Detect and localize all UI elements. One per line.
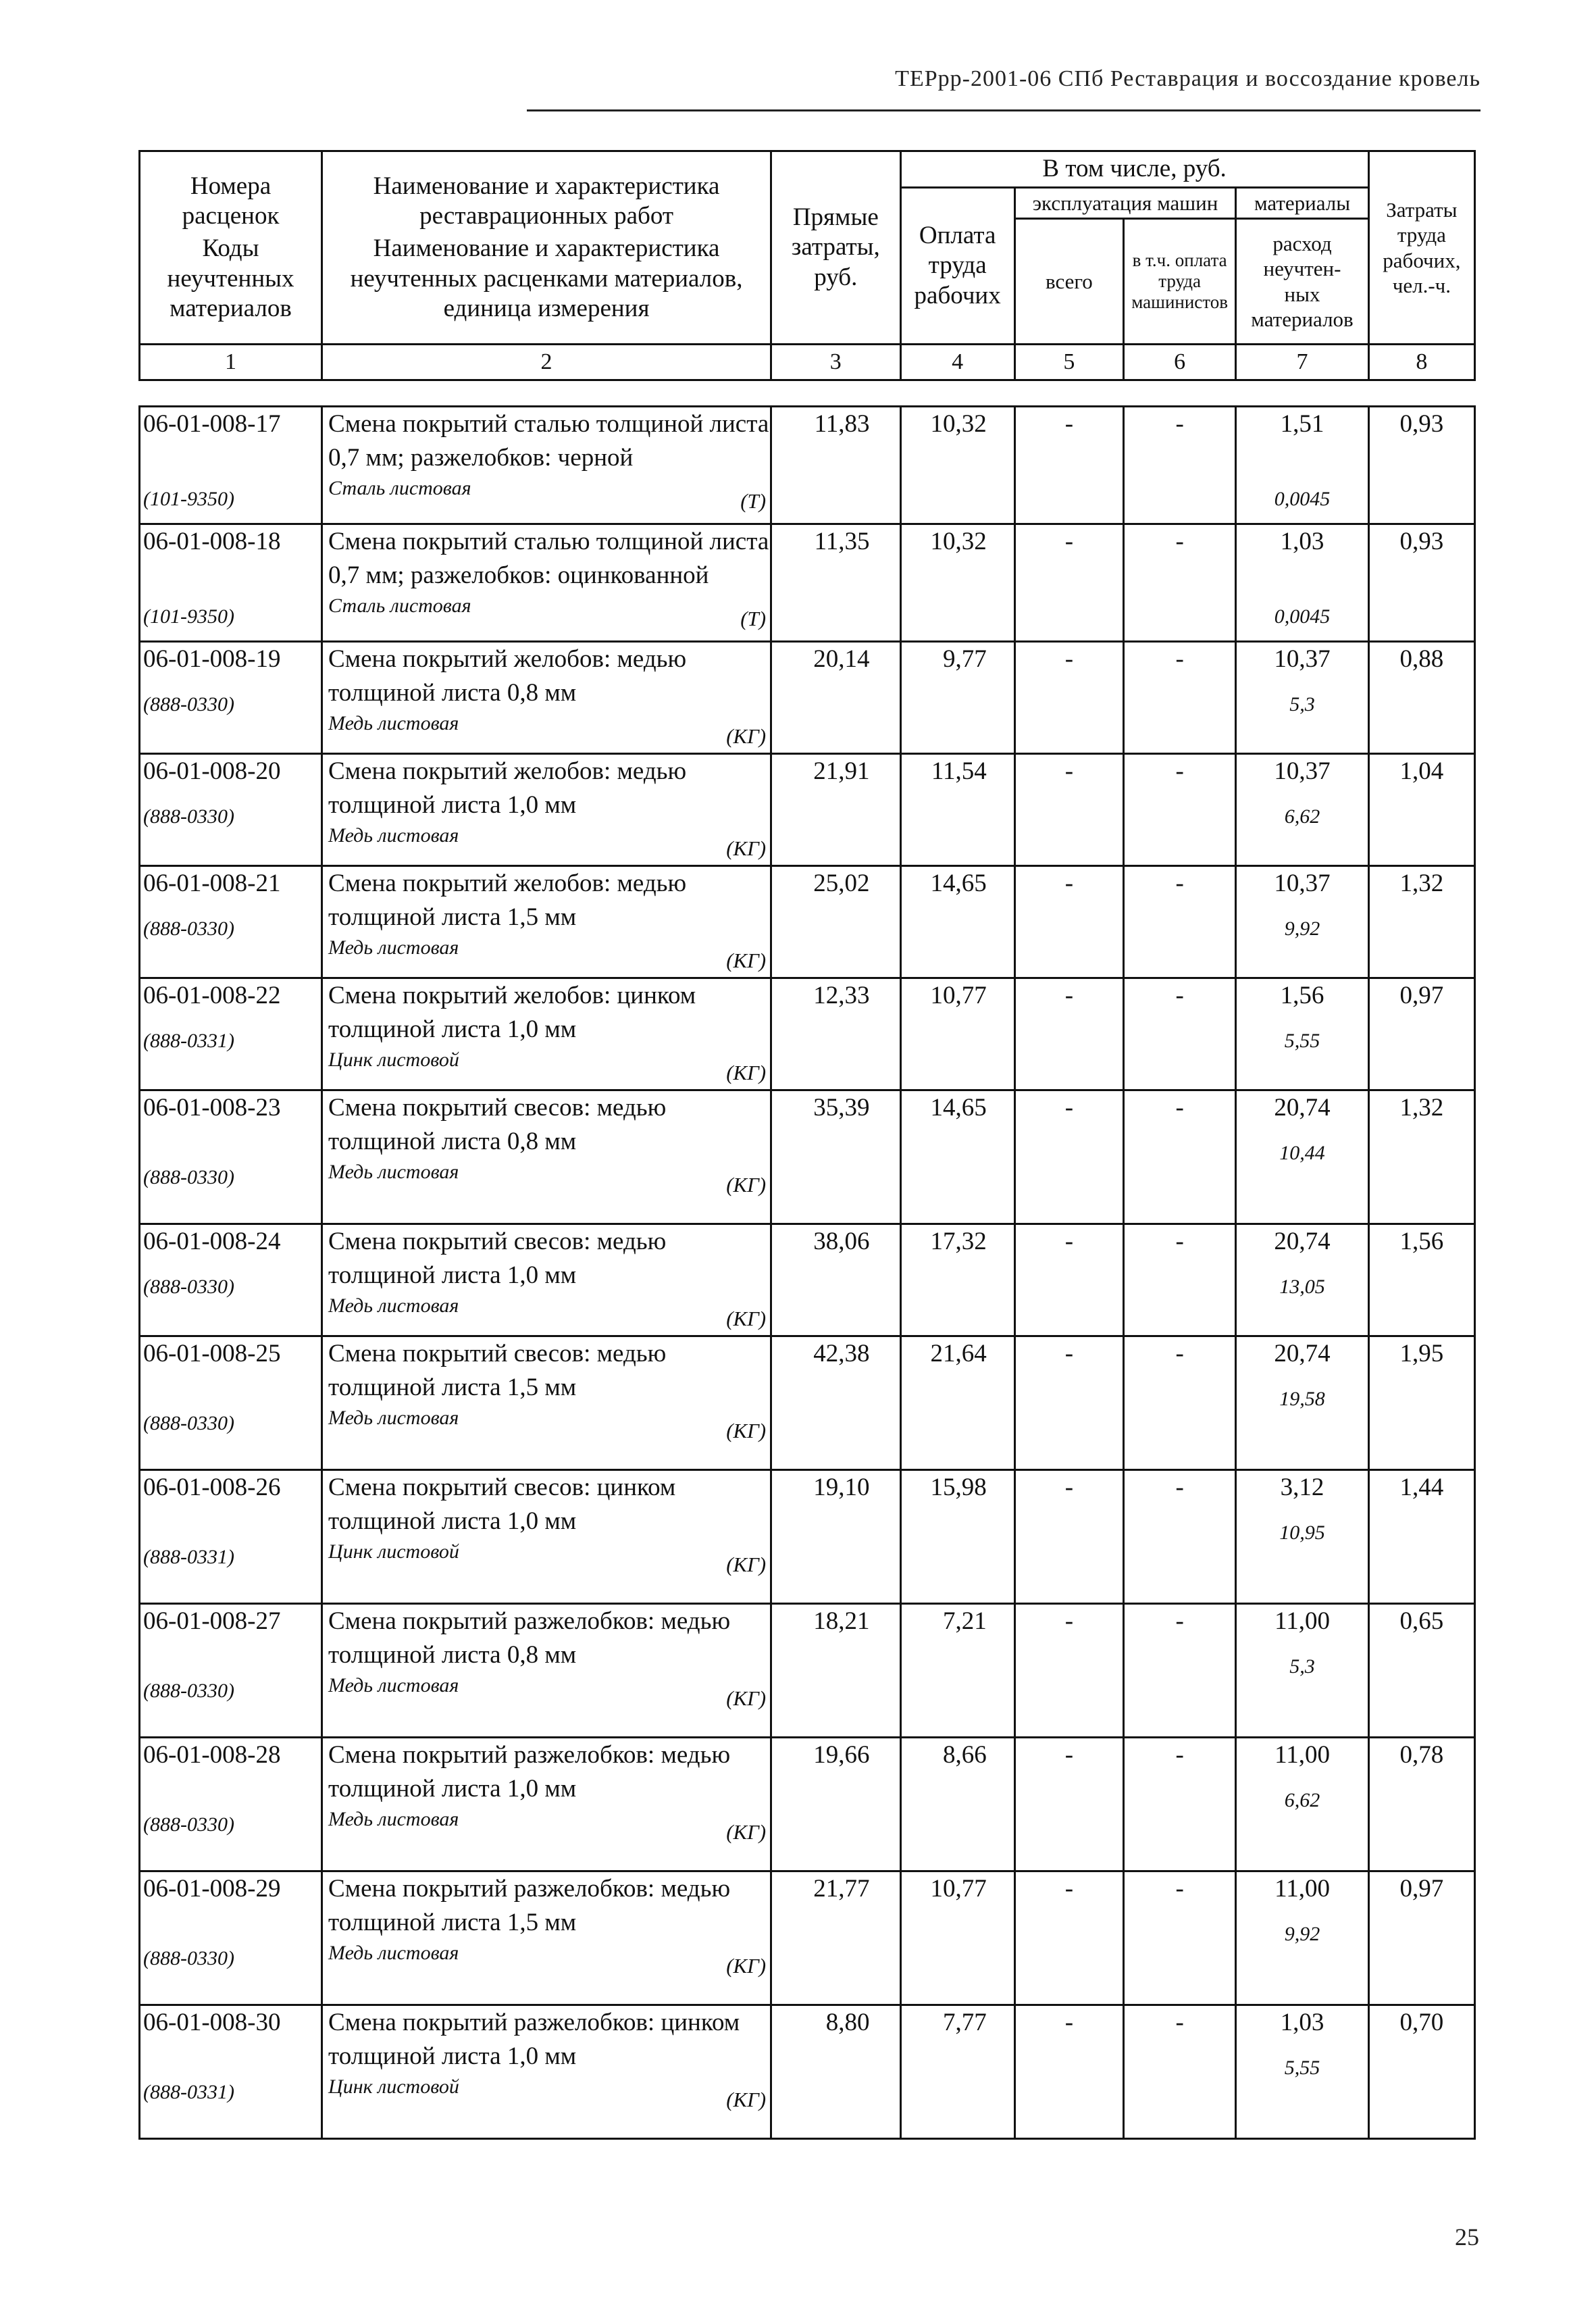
machinist-wages: - <box>1124 1470 1236 1604</box>
direct-cost: 21,91 <box>771 754 900 866</box>
direct-cost: 8,80 <box>771 2005 900 2139</box>
materials-cost: 11,00 <box>1275 1607 1330 1635</box>
materials-cost: 1,51 <box>1280 410 1324 438</box>
material-quantity: 19,58 <box>1279 1387 1325 1410</box>
machinist-wages: - <box>1124 866 1236 978</box>
material-code: (888-0330) <box>143 805 234 828</box>
material-quantity: 6,62 <box>1284 805 1320 828</box>
work-description: Смена покрытий разжелобков: цинком толщиной листа 1,0 мм <box>328 2009 740 2070</box>
materials-cost: 1,03 <box>1280 2009 1324 2036</box>
material-quantity: 0,0045 <box>1274 605 1331 628</box>
rate-code-cell <box>140 1738 322 1871</box>
table-row <box>140 1224 1475 1336</box>
header-machines: эксплуатация машин <box>1014 188 1235 219</box>
header-number: 5 <box>1014 345 1123 380</box>
header-number: 7 <box>1236 345 1369 380</box>
worker-wages: 8,66 <box>900 1738 1014 1871</box>
work-description: Смена покрытий желобов: медью толщиной листа 1,0 мм <box>328 757 687 819</box>
direct-cost: 11,83 <box>771 407 900 524</box>
direct-cost: 19,10 <box>771 1470 900 1604</box>
work-description-cell <box>322 2005 771 2139</box>
work-description-cell <box>322 524 771 642</box>
work-description: Смена покрытий разжелобков: медью толщиной листа 1,0 мм <box>328 1741 731 1803</box>
material-name <box>328 1940 770 1978</box>
rate-code: 06-01-008-26 <box>143 1474 281 1501</box>
direct-cost: 12,33 <box>771 978 900 1090</box>
materials-cost: 10,37 <box>1274 645 1331 673</box>
rate-code-cell <box>140 642 322 754</box>
header-number: 6 <box>1124 345 1236 380</box>
material-unit: (КГ) <box>726 1819 767 1844</box>
material-unit: (КГ) <box>726 2087 767 2111</box>
work-description: Смена покрытий разжелобков: медью толщиной листа 1,5 мм <box>328 1875 731 1936</box>
machinist-wages: - <box>1124 2005 1236 2139</box>
material-code: (888-0330) <box>143 1411 234 1434</box>
table-row <box>140 866 1475 978</box>
material-unit: (КГ) <box>726 948 767 972</box>
rate-code-cell <box>140 978 322 1090</box>
header-col1-top: Номера расценок <box>182 172 280 230</box>
material-quantity: 13,05 <box>1279 1275 1325 1298</box>
materials-cost: 10,37 <box>1274 870 1331 897</box>
materials-cell <box>1236 1224 1368 1336</box>
materials-cell <box>1236 642 1368 754</box>
work-description-cell <box>322 1470 771 1604</box>
rate-code-cell <box>140 1090 322 1224</box>
machinist-wages: - <box>1124 642 1236 754</box>
work-description-cell <box>322 978 771 1090</box>
material-name-text: Цинк листовой <box>328 1048 459 1071</box>
table-row <box>140 1090 1475 1224</box>
machines-total: - <box>1014 642 1123 754</box>
machinist-wages: - <box>1124 1336 1236 1470</box>
worker-wages: 10,32 <box>900 524 1014 642</box>
materials-cost: 3,12 <box>1280 1474 1324 1501</box>
labor-hours: 1,95 <box>1368 1336 1474 1470</box>
material-quantity: 5,3 <box>1289 693 1315 715</box>
table-header <box>138 150 1476 381</box>
material-name <box>328 2073 770 2111</box>
work-description-cell <box>322 1336 771 1470</box>
table-row <box>140 524 1475 642</box>
labor-hours: 0,93 <box>1368 407 1474 524</box>
running-header: ТЕРрр-2001-06 СПб Реставрация и воссоздание кровель <box>895 66 1481 91</box>
material-code: (888-0330) <box>143 1275 234 1298</box>
table-row <box>140 754 1475 866</box>
materials-cost: 10,37 <box>1274 757 1331 785</box>
material-name-text: Медь листовая <box>328 1807 459 1830</box>
materials-cell <box>1236 1470 1368 1604</box>
page-number: 25 <box>1455 2223 1479 2250</box>
work-description-cell <box>322 642 771 754</box>
machines-total: - <box>1014 1738 1123 1871</box>
material-name <box>328 1806 770 1844</box>
header-col6: в т.ч. оплата труда машинистов <box>1124 219 1236 345</box>
table-row <box>140 2005 1475 2139</box>
labor-hours: 0,88 <box>1368 642 1474 754</box>
materials-cell <box>1236 1604 1368 1738</box>
material-code: (888-0331) <box>143 1545 234 1568</box>
material-unit: (КГ) <box>726 1172 767 1197</box>
worker-wages: 15,98 <box>900 1470 1014 1604</box>
machinist-wages: - <box>1124 1738 1236 1871</box>
header-col5: всего <box>1014 219 1123 345</box>
worker-wages: 11,54 <box>900 754 1014 866</box>
material-code: (888-0330) <box>143 917 234 940</box>
material-name-text: Медь листовая <box>328 824 459 847</box>
material-quantity: 5,55 <box>1284 2056 1320 2079</box>
work-description-cell <box>322 1738 771 1871</box>
material-name <box>328 1292 770 1330</box>
rate-code-cell <box>140 866 322 978</box>
worker-wages: 21,64 <box>900 1336 1014 1470</box>
direct-cost: 35,39 <box>771 1090 900 1224</box>
worker-wages: 7,77 <box>900 2005 1014 2139</box>
rate-code-cell <box>140 754 322 866</box>
materials-cell <box>1236 407 1368 524</box>
machinist-wages: - <box>1124 1604 1236 1738</box>
header-in-total: В том числе, руб. <box>900 151 1368 188</box>
work-description-cell <box>322 407 771 524</box>
rate-code: 06-01-008-21 <box>143 870 281 897</box>
rate-code: 06-01-008-29 <box>143 1875 281 1903</box>
work-description-cell <box>322 754 771 866</box>
material-unit: (КГ) <box>726 724 767 748</box>
header-number: 4 <box>900 345 1014 380</box>
material-quantity: 9,92 <box>1284 1922 1320 1945</box>
material-quantity: 5,3 <box>1289 1655 1315 1678</box>
material-quantity: 5,55 <box>1284 1029 1320 1052</box>
material-name-text: Медь листовая <box>328 936 459 959</box>
work-description: Смена покрытий разжелобков: медью толщиной листа 0,8 мм <box>328 1607 731 1669</box>
material-name-text: Медь листовая <box>328 1941 459 1964</box>
header-col3: Прямые затраты, руб. <box>771 151 900 345</box>
machines-total: - <box>1014 1604 1123 1738</box>
worker-wages: 17,32 <box>900 1224 1014 1336</box>
material-quantity: 10,44 <box>1279 1141 1325 1164</box>
table-row <box>140 1604 1475 1738</box>
machines-total: - <box>1014 978 1123 1090</box>
labor-hours: 1,44 <box>1368 1470 1474 1604</box>
header-number: 8 <box>1368 345 1474 380</box>
table-row <box>140 1470 1475 1604</box>
rate-code-cell <box>140 2005 322 2139</box>
rate-code-cell <box>140 1470 322 1604</box>
material-code: (888-0331) <box>143 2080 234 2103</box>
machines-total: - <box>1014 2005 1123 2139</box>
materials-cell <box>1236 2005 1368 2139</box>
header-col2 <box>322 151 771 345</box>
work-description-cell <box>322 1224 771 1336</box>
work-description: Смена покрытий сталью толщиной листа 0,7 мм; разжелобков: черной <box>328 410 769 472</box>
header-number: 1 <box>140 345 322 380</box>
worker-wages: 7,21 <box>900 1604 1014 1738</box>
rate-code: 06-01-008-22 <box>143 982 281 1009</box>
labor-hours: 0,97 <box>1368 978 1474 1090</box>
machines-total: - <box>1014 1470 1123 1604</box>
header-rule <box>527 109 1481 111</box>
materials-cell <box>1236 524 1368 642</box>
material-name-text: Медь листовая <box>328 1674 459 1696</box>
direct-cost: 11,35 <box>771 524 900 642</box>
material-code: (888-0330) <box>143 1946 234 1969</box>
material-name-text: Сталь листовая <box>328 476 471 499</box>
material-code: (888-0330) <box>143 693 234 715</box>
material-code: (888-0330) <box>143 1813 234 1836</box>
rate-code: 06-01-008-28 <box>143 1741 281 1769</box>
rate-code-cell <box>140 1224 322 1336</box>
work-description-cell <box>322 1604 771 1738</box>
material-name <box>328 822 770 860</box>
material-unit: (КГ) <box>726 1686 767 1710</box>
rate-code-cell <box>140 1336 322 1470</box>
material-code: (888-0330) <box>143 1679 234 1702</box>
work-description: Смена покрытий желобов: медью толщиной листа 0,8 мм <box>328 645 687 707</box>
header-col4: Оплата труда рабочих <box>900 188 1014 345</box>
table-row <box>140 642 1475 754</box>
material-unit: (КГ) <box>726 1306 767 1330</box>
material-name <box>328 934 770 972</box>
material-name-text: Медь листовая <box>328 1160 459 1183</box>
direct-cost: 20,14 <box>771 642 900 754</box>
material-name-text: Медь листовая <box>328 1294 459 1317</box>
header-col1-bottom: Коды неучтенных материалов <box>167 234 294 323</box>
rate-code-cell <box>140 524 322 642</box>
materials-cost: 20,74 <box>1274 1094 1331 1122</box>
header-number: 3 <box>771 345 900 380</box>
rate-code: 06-01-008-19 <box>143 645 281 673</box>
machines-total: - <box>1014 407 1123 524</box>
material-quantity: 9,92 <box>1284 917 1320 940</box>
header-col2-bottom: Наименование и характеристика неучтенных расценками материалов, единица измерения <box>350 234 743 323</box>
machinist-wages: - <box>1124 524 1236 642</box>
material-name <box>328 475 770 513</box>
labor-hours: 0,93 <box>1368 524 1474 642</box>
material-name-text: Медь листовая <box>328 711 459 734</box>
direct-cost: 19,66 <box>771 1738 900 1871</box>
machines-total: - <box>1014 754 1123 866</box>
header-col8: Затраты труда рабочих, чел.-ч. <box>1368 151 1474 345</box>
machines-total: - <box>1014 1871 1123 2005</box>
material-name <box>328 1159 770 1197</box>
materials-cell <box>1236 866 1368 978</box>
direct-cost: 18,21 <box>771 1604 900 1738</box>
machines-total: - <box>1014 866 1123 978</box>
work-description: Смена покрытий желобов: медью толщиной листа 1,5 мм <box>328 870 687 931</box>
labor-hours: 1,56 <box>1368 1224 1474 1336</box>
materials-cost: 20,74 <box>1274 1340 1331 1367</box>
rate-code: 06-01-008-30 <box>143 2009 281 2036</box>
header-col2-top: Наименование и характеристика реставрационных работ <box>373 172 720 230</box>
material-name-text: Цинк листовой <box>328 1540 459 1563</box>
rate-code: 06-01-008-24 <box>143 1228 281 1255</box>
material-name <box>328 593 770 630</box>
materials-cell <box>1236 978 1368 1090</box>
machinist-wages: - <box>1124 754 1236 866</box>
material-name <box>328 1047 770 1084</box>
material-quantity: 0,0045 <box>1274 487 1331 510</box>
work-description-cell <box>322 1090 771 1224</box>
material-name <box>328 1672 770 1710</box>
material-unit: (Т) <box>740 488 767 513</box>
rate-code: 06-01-008-25 <box>143 1340 281 1367</box>
worker-wages: 14,65 <box>900 1090 1014 1224</box>
rate-code: 06-01-008-18 <box>143 528 281 555</box>
material-unit: (КГ) <box>726 1552 767 1576</box>
material-quantity: 10,95 <box>1279 1521 1325 1544</box>
material-unit: (КГ) <box>726 1060 767 1084</box>
materials-cell <box>1236 1871 1368 2005</box>
header-materials: материалы <box>1236 188 1369 219</box>
materials-cost: 11,00 <box>1275 1741 1330 1769</box>
labor-hours: 0,70 <box>1368 2005 1474 2139</box>
machines-total: - <box>1014 1090 1123 1224</box>
rates-table <box>138 405 1476 2140</box>
work-description: Смена покрытий желобов: цинком толщиной листа 1,0 мм <box>328 982 696 1043</box>
machines-total: - <box>1014 1336 1123 1470</box>
rate-code-cell <box>140 407 322 524</box>
material-name-text: Цинк листовой <box>328 2075 459 2098</box>
material-name <box>328 1405 770 1442</box>
materials-cell <box>1236 1090 1368 1224</box>
direct-cost: 21,77 <box>771 1871 900 2005</box>
rate-code-cell <box>140 1604 322 1738</box>
work-description: Смена покрытий свесов: медью толщиной листа 0,8 мм <box>328 1094 667 1155</box>
worker-wages: 9,77 <box>900 642 1014 754</box>
header-col7: расход неучтен-ных материалов <box>1236 219 1369 345</box>
work-description: Смена покрытий свесов: цинком толщиной листа 1,0 мм <box>328 1474 676 1535</box>
worker-wages: 10,77 <box>900 1871 1014 2005</box>
worker-wages: 10,77 <box>900 978 1014 1090</box>
material-code: (101-9350) <box>143 487 234 510</box>
worker-wages: 10,32 <box>900 407 1014 524</box>
material-unit: (КГ) <box>726 836 767 860</box>
work-description-cell <box>322 866 771 978</box>
material-unit: (КГ) <box>726 1418 767 1442</box>
materials-cell <box>1236 1738 1368 1871</box>
material-quantity: 6,62 <box>1284 1788 1320 1811</box>
work-description: Смена покрытий свесов: медью толщиной листа 1,0 мм <box>328 1228 667 1289</box>
labor-hours: 1,32 <box>1368 1090 1474 1224</box>
materials-cell <box>1236 1336 1368 1470</box>
materials-cost: 1,03 <box>1280 528 1324 555</box>
table-row <box>140 978 1475 1090</box>
rate-code: 06-01-008-23 <box>143 1094 281 1122</box>
material-unit: (КГ) <box>726 1953 767 1978</box>
rate-code: 06-01-008-20 <box>143 757 281 785</box>
materials-cost: 20,74 <box>1274 1228 1331 1255</box>
machinist-wages: - <box>1124 1871 1236 2005</box>
machines-total: - <box>1014 1224 1123 1336</box>
material-name <box>328 710 770 748</box>
work-description: Смена покрытий сталью толщиной листа 0,7 мм; разжелобков: оцинкованной <box>328 528 769 589</box>
work-description-cell <box>322 1871 771 2005</box>
rate-code-cell <box>140 1871 322 2005</box>
work-description: Смена покрытий свесов: медью толщиной листа 1,5 мм <box>328 1340 667 1401</box>
materials-cost: 1,56 <box>1280 982 1324 1009</box>
material-name-text: Сталь листовая <box>328 594 471 617</box>
direct-cost: 38,06 <box>771 1224 900 1336</box>
labor-hours: 0,65 <box>1368 1604 1474 1738</box>
material-name <box>328 1538 770 1576</box>
table-row <box>140 1871 1475 2005</box>
labor-hours: 1,32 <box>1368 866 1474 978</box>
machinist-wages: - <box>1124 407 1236 524</box>
rate-code: 06-01-008-27 <box>143 1607 281 1635</box>
material-name-text: Медь листовая <box>328 1406 459 1429</box>
table-row <box>140 1738 1475 1871</box>
materials-cost: 11,00 <box>1275 1875 1330 1903</box>
materials-cell <box>1236 754 1368 866</box>
machines-total: - <box>1014 524 1123 642</box>
material-code: (888-0331) <box>143 1029 234 1052</box>
machinist-wages: - <box>1124 1090 1236 1224</box>
table-row <box>140 1336 1475 1470</box>
rate-code: 06-01-008-17 <box>143 410 281 438</box>
worker-wages: 14,65 <box>900 866 1014 978</box>
material-code: (888-0330) <box>143 1165 234 1188</box>
header-number: 2 <box>322 345 771 380</box>
labor-hours: 1,04 <box>1368 754 1474 866</box>
machinist-wages: - <box>1124 978 1236 1090</box>
table-row <box>140 407 1475 524</box>
material-code: (101-9350) <box>143 605 234 628</box>
machinist-wages: - <box>1124 1224 1236 1336</box>
labor-hours: 0,97 <box>1368 1871 1474 2005</box>
direct-cost: 42,38 <box>771 1336 900 1470</box>
header-col1 <box>140 151 322 345</box>
direct-cost: 25,02 <box>771 866 900 978</box>
material-unit: (Т) <box>740 606 767 630</box>
labor-hours: 0,78 <box>1368 1738 1474 1871</box>
